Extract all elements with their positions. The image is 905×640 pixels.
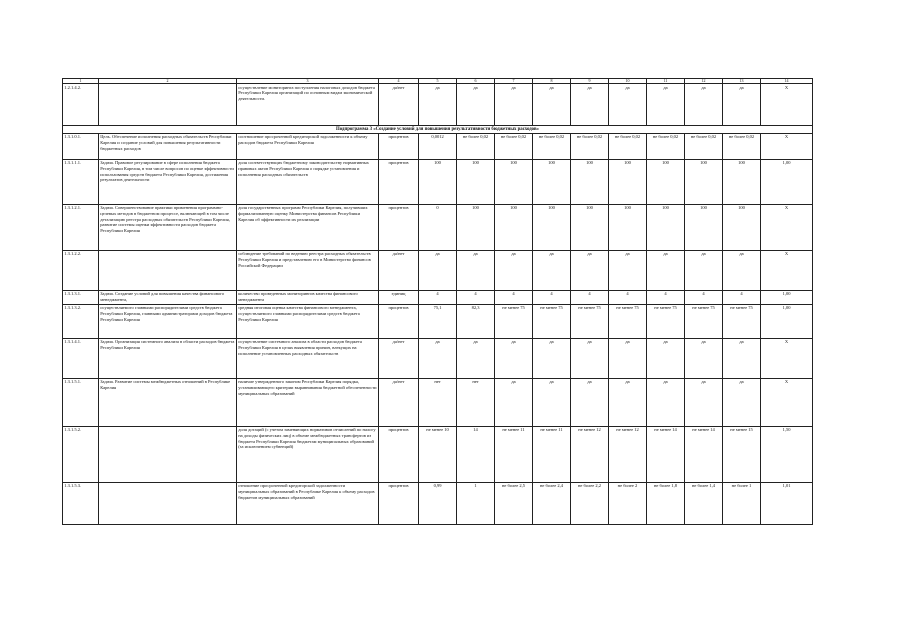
col-number: 2 (99, 79, 237, 84)
row-value: не менее 14 (685, 426, 723, 482)
row-value: не более 0,02 (647, 133, 685, 159)
row-value: 100 (571, 159, 609, 204)
row-value: 14 (457, 426, 495, 482)
row-unit: да/нет (379, 250, 419, 290)
row-value: 0,99 (419, 482, 457, 524)
row-last-value: X (761, 84, 813, 126)
row-value: да (495, 84, 533, 126)
row-value: да (685, 84, 723, 126)
col-number: 12 (685, 79, 723, 84)
row-value: не более 0,02 (533, 133, 571, 159)
row-value: не более 1,8 (647, 482, 685, 524)
row-value: да (495, 378, 533, 426)
row-last-value: 1,00 (761, 304, 813, 338)
row-value: 100 (647, 204, 685, 250)
row-value: да (647, 250, 685, 290)
row-value: не менее 75 (495, 304, 533, 338)
row-value: не более 2 (609, 482, 647, 524)
col-number: 3 (237, 79, 379, 84)
row-value: 4 (685, 290, 723, 304)
table-row (63, 250, 813, 290)
row-last-value: X (761, 338, 813, 378)
table-row (63, 378, 813, 426)
row-value: да (723, 84, 761, 126)
row-last-value: 1,50 (761, 426, 813, 482)
row-unit: единиц (379, 290, 419, 304)
row-value: да (419, 84, 457, 126)
row-value: не более 2,4 (533, 482, 571, 524)
row-value: 4 (647, 290, 685, 304)
row-unit: да/нет (379, 338, 419, 378)
row-indicator: доля дотаций (с учетом заменяющих нормативов отчислений по налогу на доходы физических лиц) в объеме межбюджетных трансфертов из бюджета Республики Карелия бюджетам муниципальных образований (за исключением субвенций) (237, 426, 379, 482)
row-unit: процентов (379, 426, 419, 482)
row-unit: процентов (379, 482, 419, 524)
col-number: 5 (419, 79, 457, 84)
row-value: не более 0,02 (685, 133, 723, 159)
row-value: не более 0,02 (457, 133, 495, 159)
row-value: 100 (533, 204, 571, 250)
row-value: не менее 75 (723, 304, 761, 338)
col-number: 8 (533, 79, 571, 84)
row-indicator: доля соответствующих бюджетному законодательству нормативных правовых актов Республики Карелия о порядке установления и исполнения расходных обязательств (237, 159, 379, 204)
row-value: не менее 75 (609, 304, 647, 338)
row-value: 100 (495, 204, 533, 250)
row-indicator: средняя итоговая оценка качества финансового менеджмента, осуществляемого главными распорядителями средств бюджета Республики Карелия (237, 304, 379, 338)
row-value: не менее 11 (533, 426, 571, 482)
row-goal: Задача. Развитие системы межбюджетных отношений в Республике Карелия (99, 378, 237, 426)
row-value: да (533, 338, 571, 378)
row-indicator: соотношение просроченной кредиторской задолженности к объему расходов бюджета Республики Карелия (237, 133, 379, 159)
row-code: 1.3.1.5.1. (63, 378, 99, 426)
row-value: 100 (495, 159, 533, 204)
row-value: 4 (495, 290, 533, 304)
row-code: 1.3.1.4.1. (63, 338, 99, 378)
row-value: не более 2,2 (571, 482, 609, 524)
row-value: да (533, 84, 571, 126)
row-value: да (685, 338, 723, 378)
row-value: да (609, 250, 647, 290)
row-indicator: отношение просроченной кредиторской задолженности муниципальных образований в Республике Карелия к объему расходов бюджетов муниципальных образований (237, 482, 379, 524)
row-value: да (723, 378, 761, 426)
row-value: да (685, 378, 723, 426)
row-last-value: 1,01 (761, 482, 813, 524)
row-value: да (533, 378, 571, 426)
row-goal: Задача. Правовое регулирование в сфере исполнения бюджета Республики Карелия, в том числе вопросов по оценке эффективности использования средств бюджета Республики Карелия, достижения результатов деятельности (99, 159, 237, 204)
row-indicator: количество проведенных мониторингов качества финансового менеджмента (237, 290, 379, 304)
row-value: не менее 75 (571, 304, 609, 338)
row-value: 0,0012 (419, 133, 457, 159)
row-unit: процентов (379, 204, 419, 250)
row-value: да (571, 338, 609, 378)
row-value: не менее 75 (647, 304, 685, 338)
col-number: 9 (571, 79, 609, 84)
row-value: да (647, 338, 685, 378)
row-unit: да/нет (379, 84, 419, 126)
row-value: не более 0,02 (495, 133, 533, 159)
row-value: не более 0,02 (571, 133, 609, 159)
table-row (63, 204, 813, 250)
row-last-value: X (761, 204, 813, 250)
row-goal (99, 426, 237, 482)
row-value: да (457, 84, 495, 126)
table-row (63, 159, 813, 204)
row-value: 100 (647, 159, 685, 204)
col-number: 4 (379, 79, 419, 84)
col-number: 13 (723, 79, 761, 84)
row-code: 1.3.1.1.1. (63, 159, 99, 204)
row-value: 1 (457, 482, 495, 524)
row-value: 100 (571, 204, 609, 250)
row-goal: Задача. Создание условий для повышения качества финансового менеджмента, (99, 290, 237, 304)
row-value: 4 (571, 290, 609, 304)
row-value: 100 (685, 204, 723, 250)
row-value: не более 0,02 (609, 133, 647, 159)
row-value: да (685, 250, 723, 290)
row-last-value: 1,00 (761, 159, 813, 204)
row-code: 1.3.1.0.1. (63, 133, 99, 159)
row-unit: процентов (379, 133, 419, 159)
row-value: да (609, 378, 647, 426)
row-value: 4 (419, 290, 457, 304)
row-value: 100 (685, 159, 723, 204)
subprogram-heading-row (63, 126, 813, 134)
row-value: да (723, 250, 761, 290)
indicators-table (62, 78, 813, 525)
row-value: нет (419, 378, 457, 426)
row-goal: Цель. Обеспечение исполнения расходных обязательств Республики Карелия и создание условий для повышения результативности бюджетных расходов (99, 133, 237, 159)
table-row (63, 426, 813, 482)
row-value: 100 (609, 204, 647, 250)
row-value: не менее 75 (685, 304, 723, 338)
row-value: не менее 11 (495, 426, 533, 482)
row-value: не менее 14 (647, 426, 685, 482)
col-number: 11 (647, 79, 685, 84)
col-number: 7 (495, 79, 533, 84)
row-value: 100 (457, 204, 495, 250)
col-number: 6 (457, 79, 495, 84)
table-row (63, 290, 813, 304)
row-value: 100 (723, 159, 761, 204)
row-value: да (533, 250, 571, 290)
row-value: да (723, 338, 761, 378)
row-value: 100 (609, 159, 647, 204)
row-value: да (495, 338, 533, 378)
row-last-value: X (761, 250, 813, 290)
row-value: да (419, 250, 457, 290)
row-last-value: X (761, 378, 813, 426)
row-value: да (457, 338, 495, 378)
row-value: да (571, 378, 609, 426)
row-value: да (457, 250, 495, 290)
table-row (63, 482, 813, 524)
table-row (63, 133, 813, 159)
row-value: 4 (609, 290, 647, 304)
row-indicator: наличие утвержденного законом Республики Карелия порядка, устанавливающего критерии выравнивания бюджетной обеспеченности муниципальных образований (237, 378, 379, 426)
row-goal (99, 250, 237, 290)
table-row (63, 84, 813, 126)
row-goal: Задача. Совершенствование практики применения программно-целевых методов в бюджетном процессе, включающей в том числе детализацию реестра расходных обязательств Республики Карелия, развитие системы оценки эффективности расходов бюджета Республики Карелия (99, 204, 237, 250)
row-value: не менее 12 (571, 426, 609, 482)
row-goal: осуществляемого главными распорядителями средств бюджета Республики Карелия, главными администраторами доходов бюджета Республики Карелия (99, 304, 237, 338)
row-value: 4 (723, 290, 761, 304)
row-unit: процентов (379, 159, 419, 204)
row-value: 4 (457, 290, 495, 304)
row-last-value: 1,00 (761, 290, 813, 304)
row-value: не более 1 (723, 482, 761, 524)
row-value: 100 (723, 204, 761, 250)
row-code: 1.3.1.5.2. (63, 426, 99, 482)
row-indicator: соблюдение требований по ведению реестра расходных обязательств Республики Карелия и представлению его в Министерство финансов Российской Федерации (237, 250, 379, 290)
row-value: нет (457, 378, 495, 426)
row-value: да (571, 84, 609, 126)
row-value: 100 (419, 159, 457, 204)
row-value: да (647, 84, 685, 126)
row-goal (99, 84, 237, 126)
table-row (63, 338, 813, 378)
row-goal: Задача. Организация системного анализа в области расходов бюджета Республики Карелия (99, 338, 237, 378)
row-code: 1.3.1.2.1. (63, 204, 99, 250)
row-value: не менее 15 (723, 426, 761, 482)
col-number: 10 (609, 79, 647, 84)
row-value: 100 (457, 159, 495, 204)
row-unit: да/нет (379, 378, 419, 426)
row-code: 1.3.1.5.3. (63, 482, 99, 524)
row-value: не менее 10 (419, 426, 457, 482)
row-value: да (495, 250, 533, 290)
row-value: не более 0,02 (723, 133, 761, 159)
subprogram-title: Подпрограмма 3 «Создание условий для повышения результативности бюджетных расходов» (63, 126, 813, 134)
row-value: да (419, 338, 457, 378)
row-value: не более 1,4 (685, 482, 723, 524)
row-code: 1.2.1.4.2. (63, 84, 99, 126)
col-number: 1 (63, 79, 99, 84)
row-value: да (647, 378, 685, 426)
row-last-value: X (761, 133, 813, 159)
row-value: да (609, 84, 647, 126)
row-value: 75,1 (419, 304, 457, 338)
row-value: 0 (419, 204, 457, 250)
row-value: да (609, 338, 647, 378)
row-value: не менее 75 (533, 304, 571, 338)
row-code: 1.3.1.2.2. (63, 250, 99, 290)
row-code: 1.3.1.3.1. (63, 290, 99, 304)
row-value: не более 2,5 (495, 482, 533, 524)
row-code: 1.3.1.3.2. (63, 304, 99, 338)
row-goal (99, 482, 237, 524)
row-indicator: осуществление системного анализа в области расходов бюджета Республики Карелия в целях выявления причин, влекущих на исполнение установленных расходных обязательств (237, 338, 379, 378)
row-value: 4 (533, 290, 571, 304)
row-value: 82,3 (457, 304, 495, 338)
table-row (63, 304, 813, 338)
row-value: да (571, 250, 609, 290)
col-number: 14 (761, 79, 813, 84)
row-indicator: осуществление мониторинга поступления налоговых доходов бюджета Республики Карелия организаций по основным видам экономической деятельности. (237, 84, 379, 126)
row-value: не менее 12 (609, 426, 647, 482)
row-unit: процентов (379, 304, 419, 338)
row-indicator: доля государственных программ Республики Карелия, получивших формализованную оценку Министерства финансов Республики Карелия об эффективности их реализации (237, 204, 379, 250)
row-value: 100 (533, 159, 571, 204)
